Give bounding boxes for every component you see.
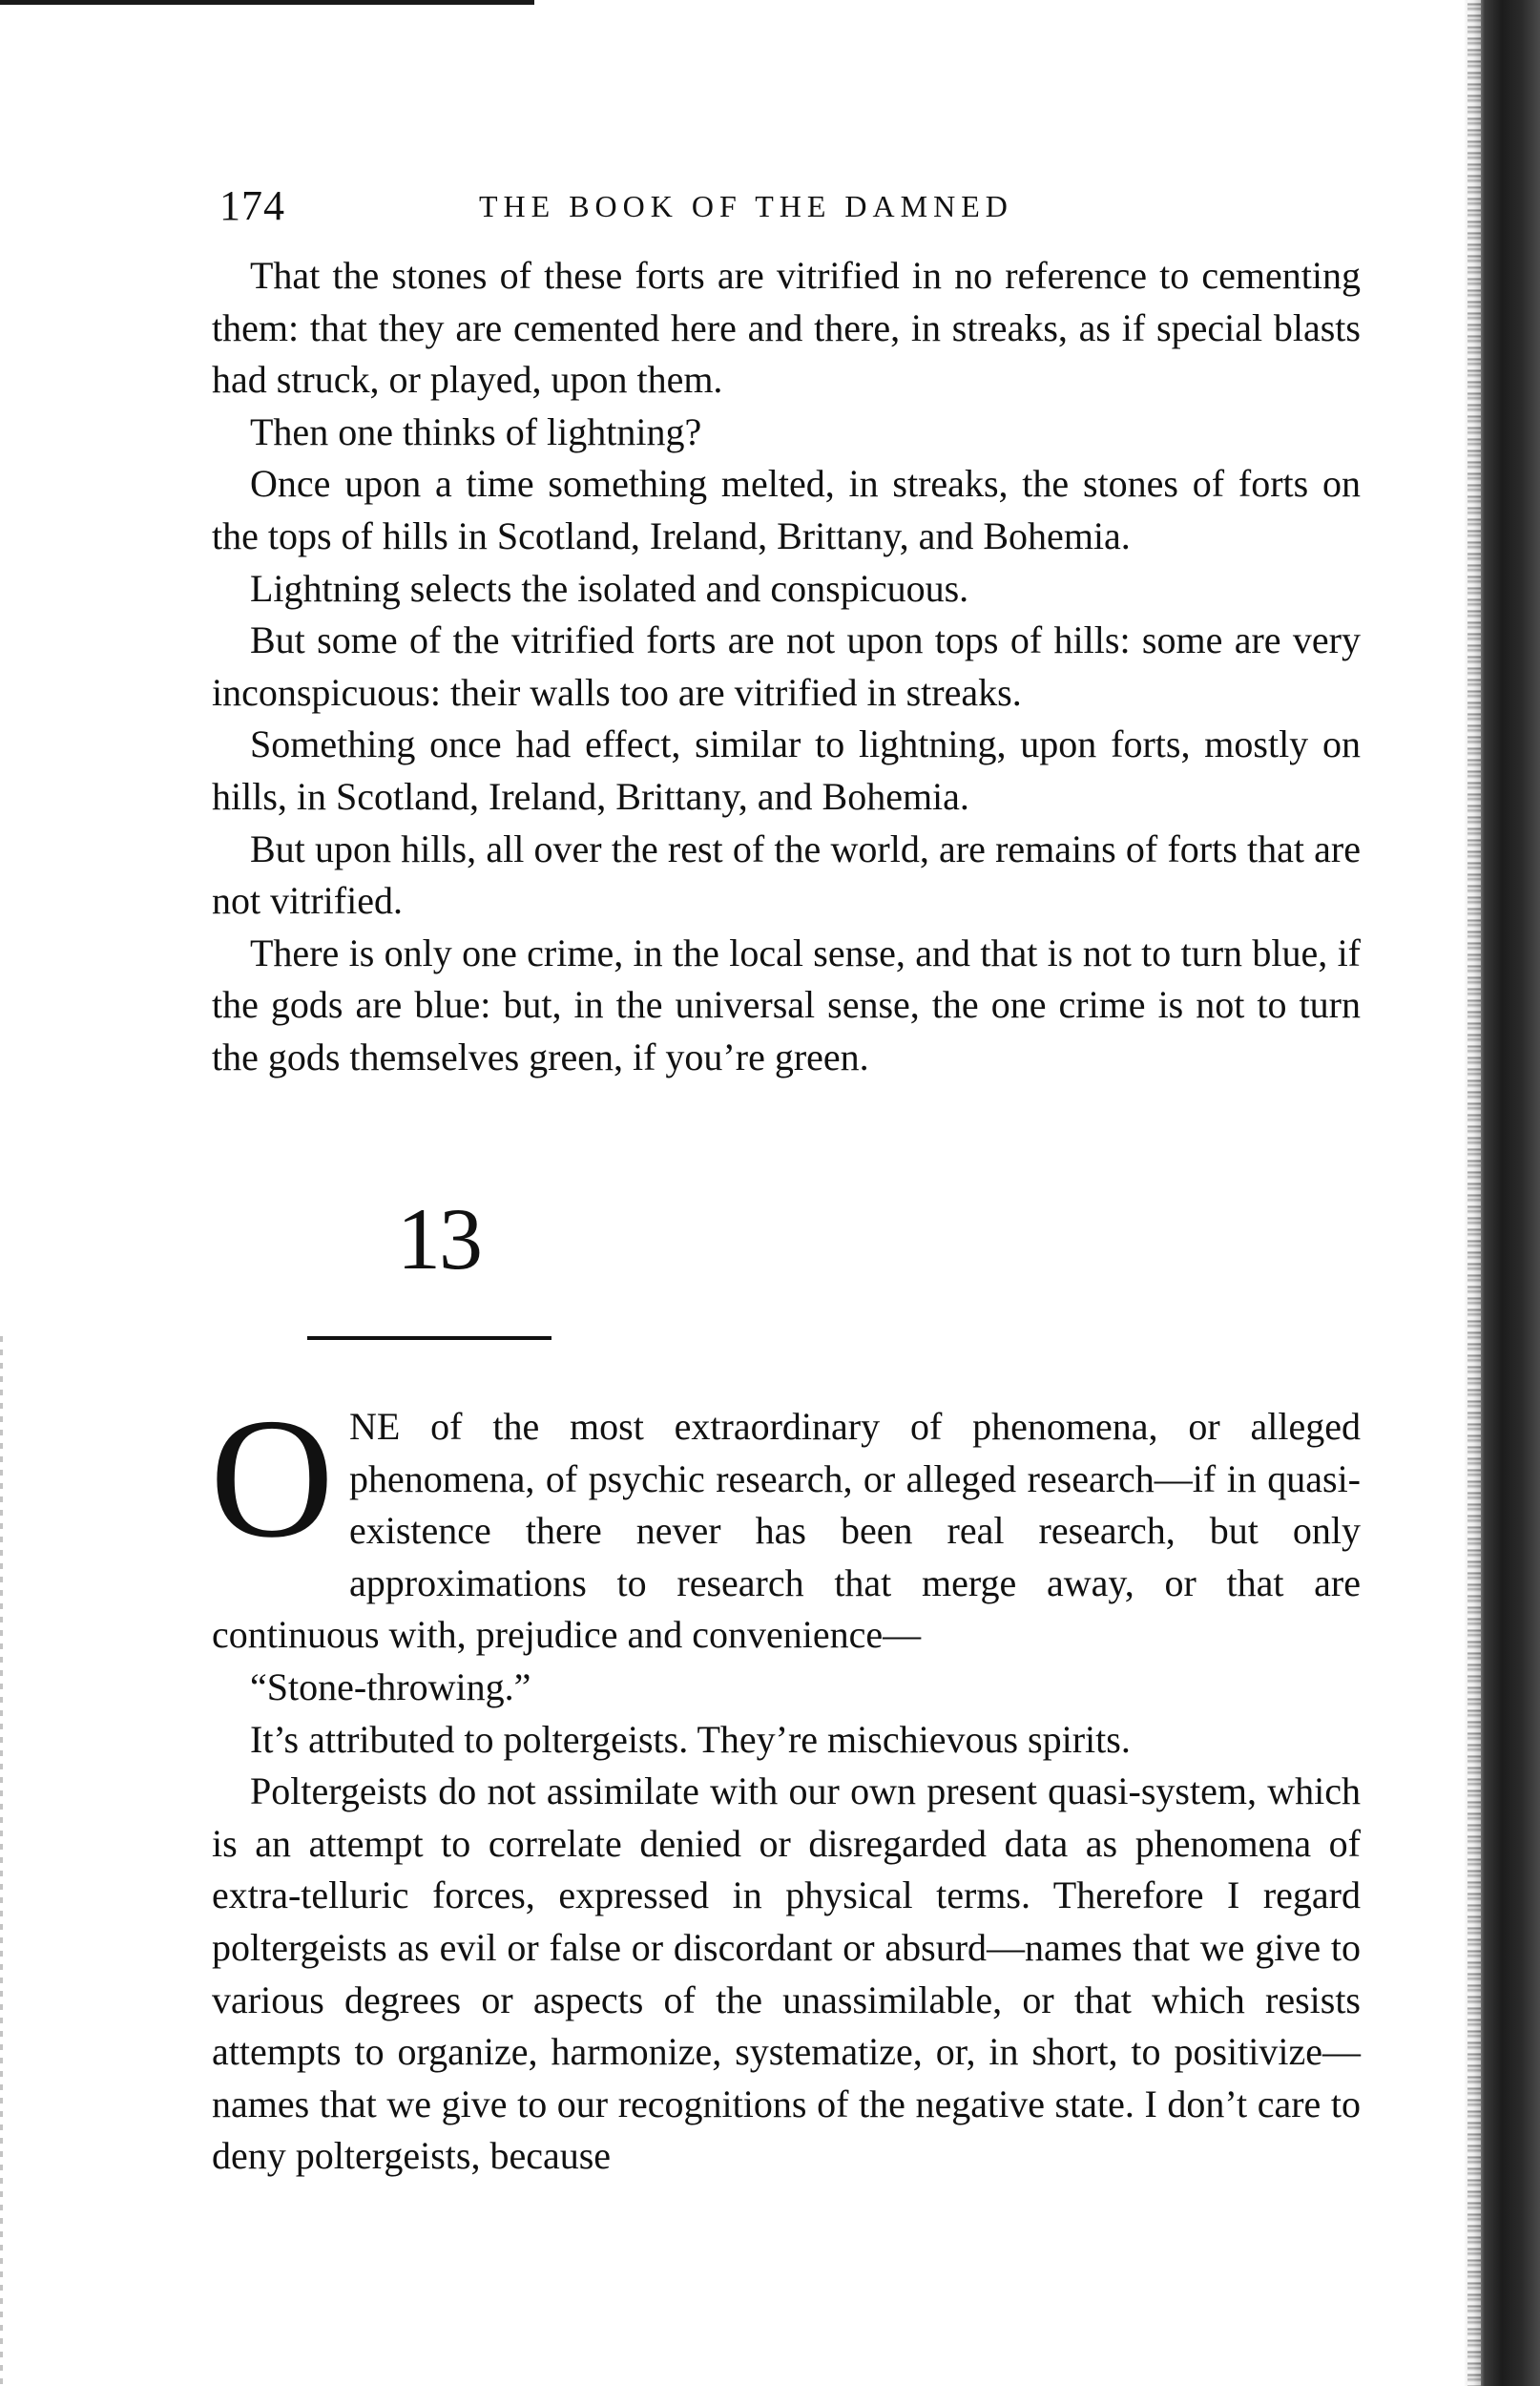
paragraph: Then one thinks of lightning? <box>250 409 702 453</box>
paragraph: But some of the vitrified forts are not upon tops of hills: some are very inconspicuous: their walls too are vitrified in streaks. <box>212 618 1361 714</box>
paragraph: Once upon a time something melted, in streaks, the stones of forts on the tops of hills in Scotland, Ireland, Brittany, and Bohemia. <box>212 462 1361 557</box>
paragraph: There is only one crime, in the local sense, and that is not to turn blue, if the gods are blue: but, in the universal sense, the one crime is not to turn the gods themselves green, if you’re green. <box>212 931 1361 1078</box>
page-number: 174 <box>219 182 285 229</box>
paragraph: That the stones of these forts are vitrified in no reference to cementing them: that they are cemented here and there, in streaks, as if special blasts had struck, or played, upon them. <box>212 254 1361 402</box>
paragraph: Poltergeists do not assimilate with our own present quasi-system, which is an attempt to correlate denied or disregarded data as phenomena of extra-telluric forces, expressed in physical terms. Therefore I regard poltergeists as evil or false or discordant or absurd—names that we give to various degrees or aspects of the unassimilable, or that which resists attempts to organize, harmonize, systematize, or, in short, to positivize—names that we give to our recognitions of the negative state. I don’t care to deny poltergeists, because <box>212 1769 1361 2178</box>
chapter-number: 13 <box>397 1190 481 1287</box>
chapter-opening-text: NE of the most extraordinary of phenomena, or alleged phenomena, of psychic research, or alleged research—if in quasi-existence there never has been real research, but only approximations to research that merge away, or that are continuous with, prejudice and convenience— <box>212 1405 1361 1657</box>
paragraph: Lightning selects the isolated and conspicuous. <box>250 566 969 610</box>
text-block-chapter <box>210 1383 1361 2183</box>
paragraph: But upon hills, all over the rest of the world, are remains of forts that are not vitrified. <box>212 827 1361 923</box>
drop-cap: O <box>210 1383 334 1573</box>
scan-top-rule <box>0 0 534 5</box>
paragraph: Something once had effect, similar to lightning, upon forts, mostly on hills, in Scotland, Ireland, Brittany, and Bohemia. <box>212 722 1361 818</box>
book-title: THE BOOK OF THE DAMNED <box>479 189 1013 223</box>
running-head <box>210 181 1393 239</box>
paragraph: It’s attributed to poltergeists. They’re mischievous spirits. <box>250 1717 1131 1761</box>
scan-page-edge-texture <box>1467 0 1481 2386</box>
chapter-opening-paragraph <box>210 1383 1361 1662</box>
chapter-rule <box>307 1336 551 1340</box>
text-block-top <box>212 250 1361 1084</box>
paragraph: “Stone-throwing.” <box>250 1664 531 1708</box>
scan-left-edge <box>0 1336 3 2386</box>
